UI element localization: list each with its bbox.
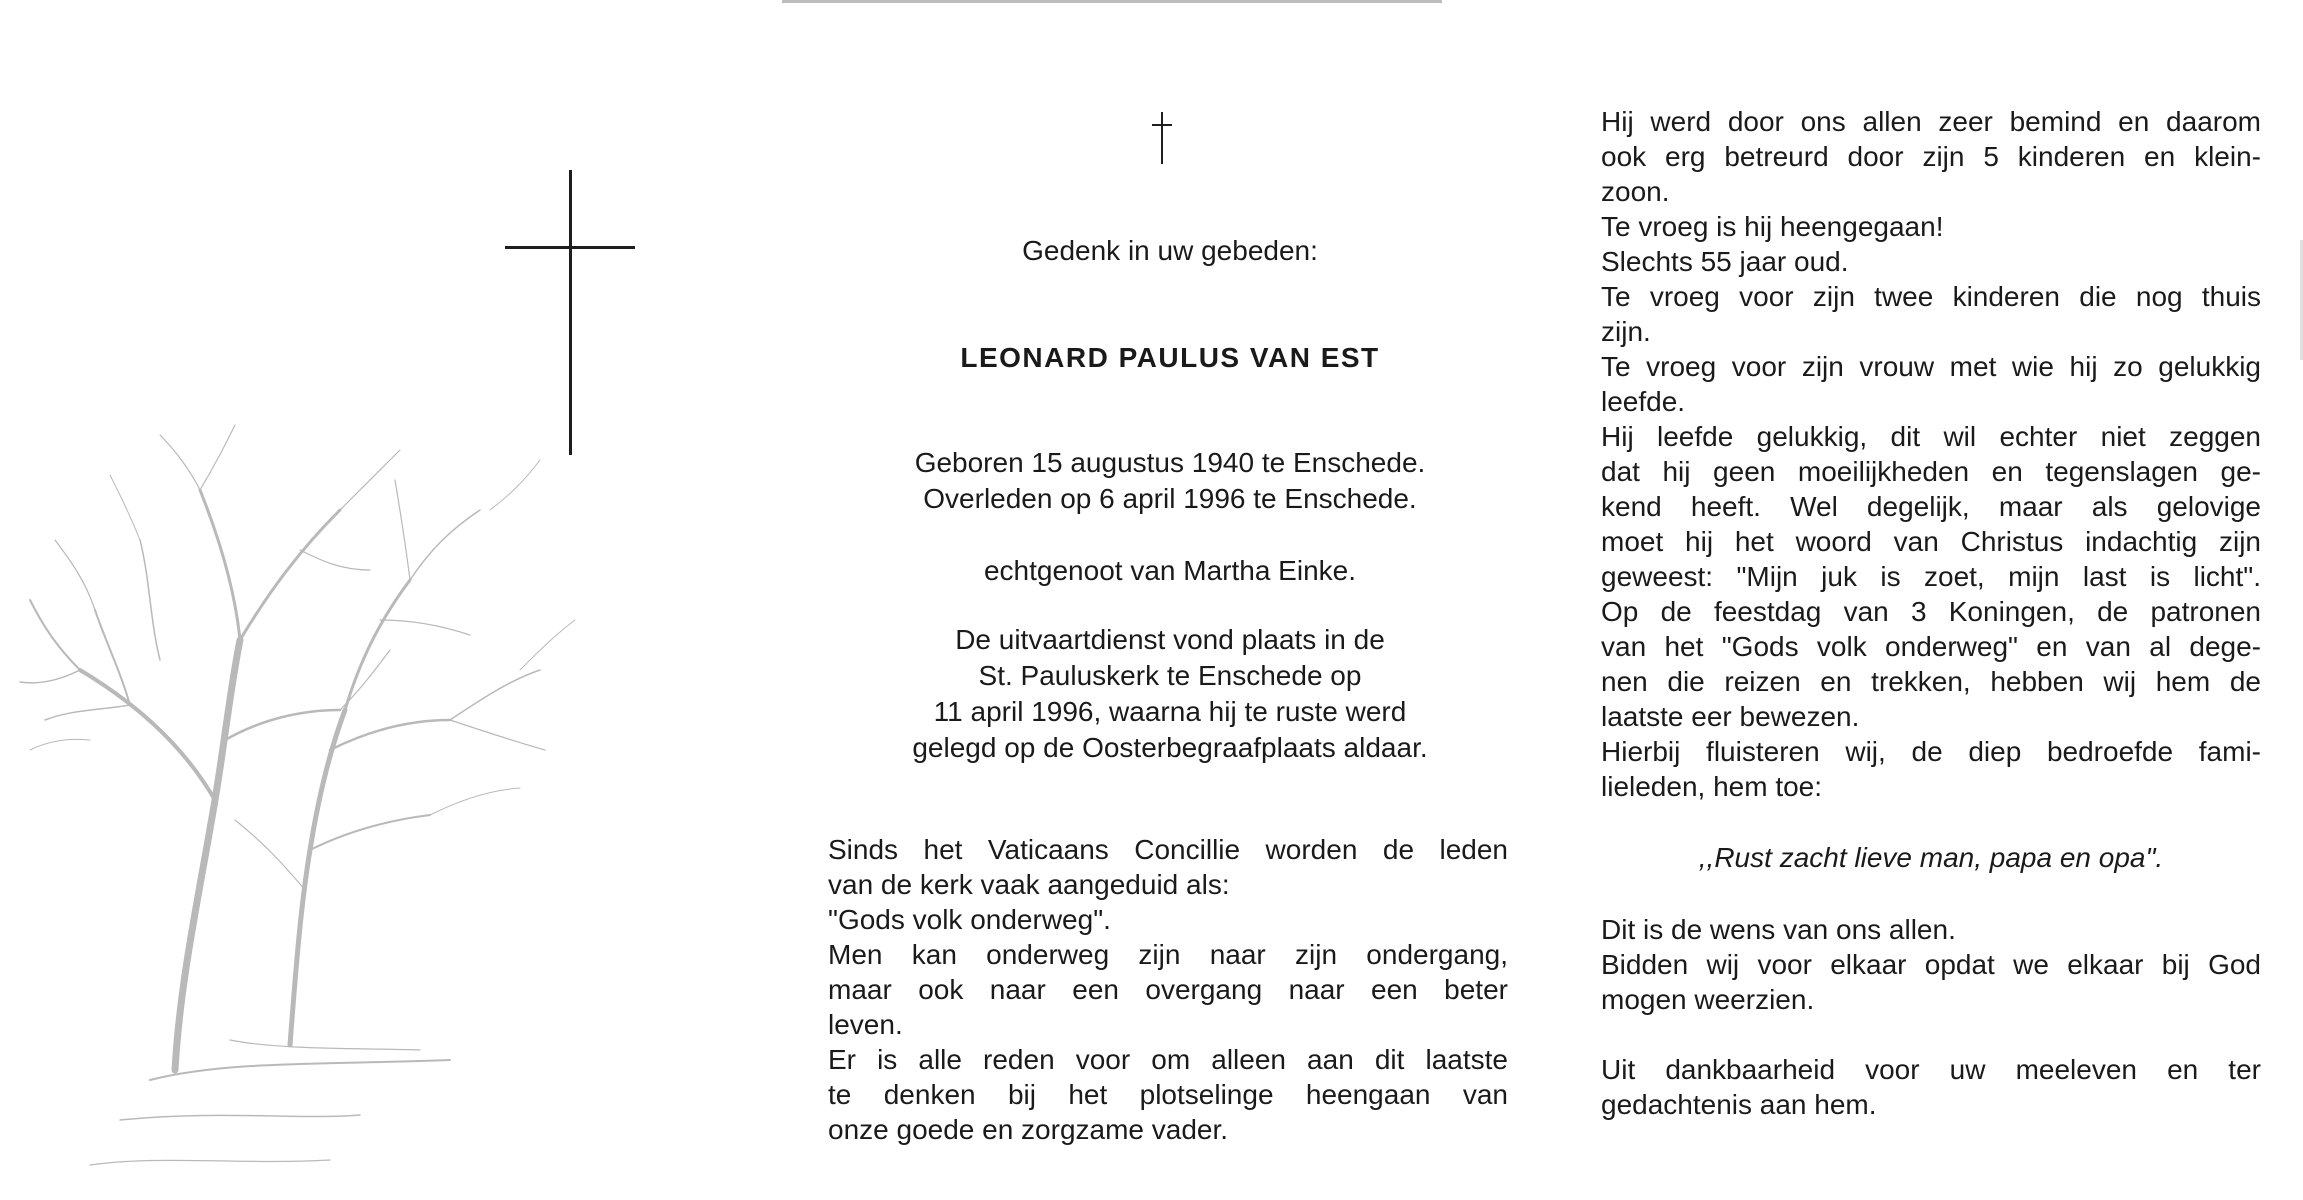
right-line: geweest: "Mijn juk is zoet, mijn last is licht".	[1601, 561, 2261, 592]
middle-line: onze goede en zorgzame vader.	[828, 1114, 1229, 1145]
right-line: Te vroeg voor zijn vrouw met wie hij zo gelukkig	[1601, 351, 2261, 382]
right-line: moet hij het woord van Christus indachtig zijn	[1601, 526, 2261, 557]
service-line: 11 april 1996, waarna hij te ruste werd	[933, 696, 1407, 727]
right-line: Slechts 55 jaar oud.	[1601, 246, 1849, 277]
cross-horizontal-bar	[505, 246, 635, 249]
right-line: kend heeft. Wel degelijk, maar als gelovige	[1601, 491, 2261, 522]
middle-paragraph	[828, 832, 1508, 1147]
cross-vertical-bar	[569, 170, 572, 455]
middle-line: Sinds het Vaticaans Concillie worden de leden	[828, 834, 1508, 865]
thanks-paragraph	[1601, 1052, 2261, 1122]
middle-line: leven.	[828, 1009, 903, 1040]
right-line: lieleden, hem toe:	[1601, 771, 1823, 802]
right-line: ook erg betreurd door zijn 5 kinderen en klein-	[1601, 141, 2261, 172]
spouse-text: echtgenoot van Martha Einke.	[983, 555, 1356, 586]
middle-line: te denken bij het plotselinge heengaan van	[828, 1079, 1508, 1110]
middle-line: van de kerk vaak aangeduid als:	[828, 869, 1230, 900]
right-line: Hierbij fluisteren wij, de diep bedroefde fami-	[1601, 736, 2261, 767]
middle-line: Men kan onderweg zijn naar zijn ondergang,	[828, 939, 1508, 970]
deceased-name	[800, 340, 1540, 376]
funeral-service-info	[800, 622, 1540, 766]
right-line: zijn.	[1601, 316, 1651, 347]
right-line: Hij leefde gelukkig, dit wil echter niet zeggen	[1601, 421, 2261, 452]
died-text: Overleden op 6 april 1996 te Enschede.	[923, 483, 1417, 514]
quote-text: ,,Rust zacht lieve man, papa en opa".	[1698, 842, 2164, 873]
middle-line: "Gods volk onderweg".	[828, 904, 1111, 935]
right-line: dat hij geen moeilijkheden en tegenslagen ge-	[1601, 456, 2261, 487]
middle-line: maar ook naar een overgang naar een beter	[828, 974, 1508, 1005]
right-line: nen die reizen en trekken, hebben wij hem de	[1601, 666, 2261, 697]
service-line: De uitvaartdienst vond plaats in de	[955, 624, 1385, 655]
right-line: Hij werd door ons allen zeer bemind en daarom	[1601, 106, 2261, 137]
closing-line: Dit is de wens van ons allen.	[1601, 914, 1956, 945]
dagger-horizontal-bar	[1152, 124, 1172, 126]
closing-paragraph	[1601, 912, 2261, 1017]
right-line: zoon.	[1601, 176, 1670, 207]
right-line: laatste eer bewezen.	[1601, 701, 1860, 732]
latin-cross-icon	[505, 170, 635, 455]
right-line: leefde.	[1601, 386, 1686, 417]
thanks-line: gedachtenis aan hem.	[1601, 1089, 1877, 1120]
closing-line: mogen weerzien.	[1601, 984, 1815, 1015]
farewell-quote	[1601, 840, 2261, 875]
right-paragraph	[1601, 104, 2261, 804]
bare-trees-illustration	[0, 420, 780, 1200]
service-line: gelegd op de Oosterbegraafplaats aldaar.	[912, 732, 1428, 763]
right-line: van het "Gods volk onderweg" en van al dege-	[1601, 631, 2261, 662]
born-text: Geboren 15 augustus 1940 te Enschede.	[914, 447, 1426, 478]
middle-line: Er is alle reden voor om alleen aan dit laatste	[828, 1044, 1508, 1075]
greeting-text: Gedenk in uw gebeden:	[1022, 235, 1318, 266]
dagger-cross-icon	[1150, 112, 1174, 164]
name-text: LEONARD PAULUS VAN EST	[960, 342, 1380, 373]
service-line: St. Pauluskerk te Enschede op	[978, 660, 1362, 691]
closing-line: Bidden wij voor elkaar opdat we elkaar bij God	[1601, 949, 2261, 980]
spouse-info	[800, 553, 1540, 589]
dagger-vertical-bar	[1161, 112, 1163, 164]
right-line: Te vroeg is hij heengegaan!	[1601, 211, 1944, 242]
life-dates	[800, 445, 1540, 517]
right-line: Op de feestdag van 3 Koningen, de patronen	[1601, 596, 2261, 627]
right-line: Te vroeg voor zijn twee kinderen die nog thuis	[1601, 281, 2261, 312]
prayer-greeting	[800, 233, 1540, 269]
thanks-line: Uit dankbaarheid voor uw meeleven en ter	[1601, 1054, 2261, 1085]
